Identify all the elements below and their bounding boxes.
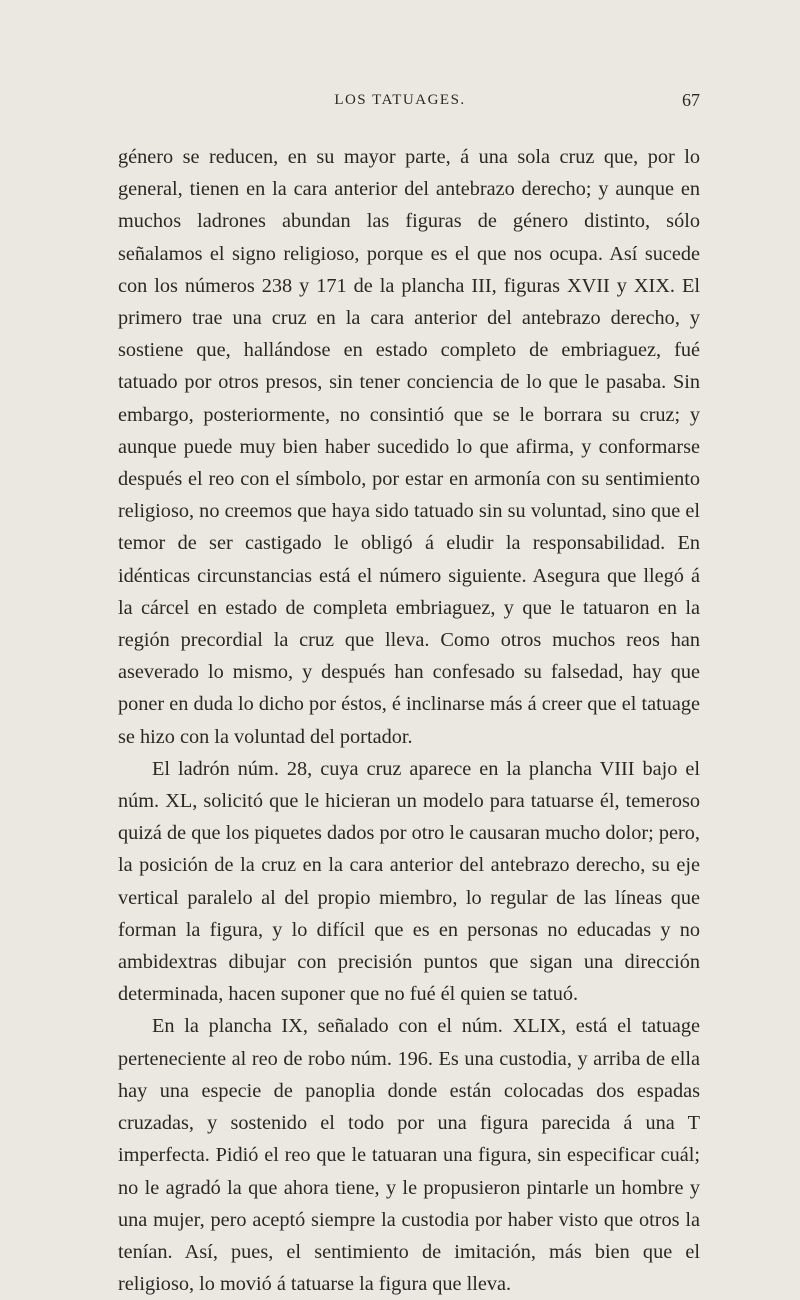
paragraph-1: género se reducen, en su mayor parte, á una sola cruz que, por lo general, tienen en la cara anterior del antebrazo derecho; y aunque en muchos ladrones abundan las figuras de género distinto, sólo señalamos el signo religioso, porque es el que nos ocupa. Así sucede con los números 238 y 171 de la plancha III, figuras XVII y XIX. El primero trae una cruz en la cara anterior del antebrazo derecho, y sostiene que, hallándose en estado completo de embriaguez, fué tatuado por otros presos, sin tener conciencia de lo que le pasaba. Sin embargo, posteriormente, no consintió que se le borrara su cruz; y aunque puede muy bien haber sucedido lo que afirma, y conformarse después el reo con el símbolo, por estar en armonía con su sentimiento religioso, no creemos que haya sido tatuado sin su voluntad, sino que el temor de ser castigado le obligó á eludir la responsabilidad. En idénticas circunstancias está el número siguiente. Asegura que llegó á la cárcel en estado de completa embriaguez, y que le tatuaron en la región precordial la cruz que lleva. Como otros muchos reos han aseverado lo mismo, y después han confesado su falsedad, hay que poner en duda lo dicho por éstos, é inclinarse más á creer que el tatuage se hizo con la voluntad del portador. bbox=[118, 146, 700, 748]
running-head bbox=[100, 90, 700, 118]
body-text bbox=[118, 141, 700, 1300]
paragraph-2: El ladrón núm. 28, cuya cruz aparece en la plancha VIII bajo el núm. XL, solicitó que le hicieran un modelo para tatuarse él, temeroso quizá de que los piquetes dados por otro le causaran mucho dolor; pero, la posición de la cruz en la cara anterior del antebrazo derecho, su eje vertical paralelo al del propio miembro, lo regular de las líneas que forman la figura, y lo difícil que es en personas no educadas y no ambidextras dibujar con precisión puntos que sigan una dirección determinada, hacen suponer que no fué él quien se tatuó. bbox=[118, 757, 700, 1006]
page-number: 67 bbox=[682, 90, 700, 110]
running-title: LOS TATUAGES. bbox=[334, 92, 466, 108]
paragraph-3: En la plancha IX, señalado con el núm. XLIX, está el tatuage perteneciente al reo de robo núm. 196. Es una custodia, y arriba de ella hay una especie de panoplia donde están colocadas dos espadas cruzadas, y sostenido el todo por una figura parecida á una T imperfecta. Pidió el reo que le tatuaran una figura, sin especificar cuál; no le agradó la que ahora tiene, y le propusieron pintarle un hombre y una mujer, pero aceptó siempre la custodia por haber visto que otros la tenían. Así, pues, el sentimiento de imitación, más bien que el religioso, lo movió á tatuarse la figura que lleva. bbox=[118, 1015, 700, 1296]
